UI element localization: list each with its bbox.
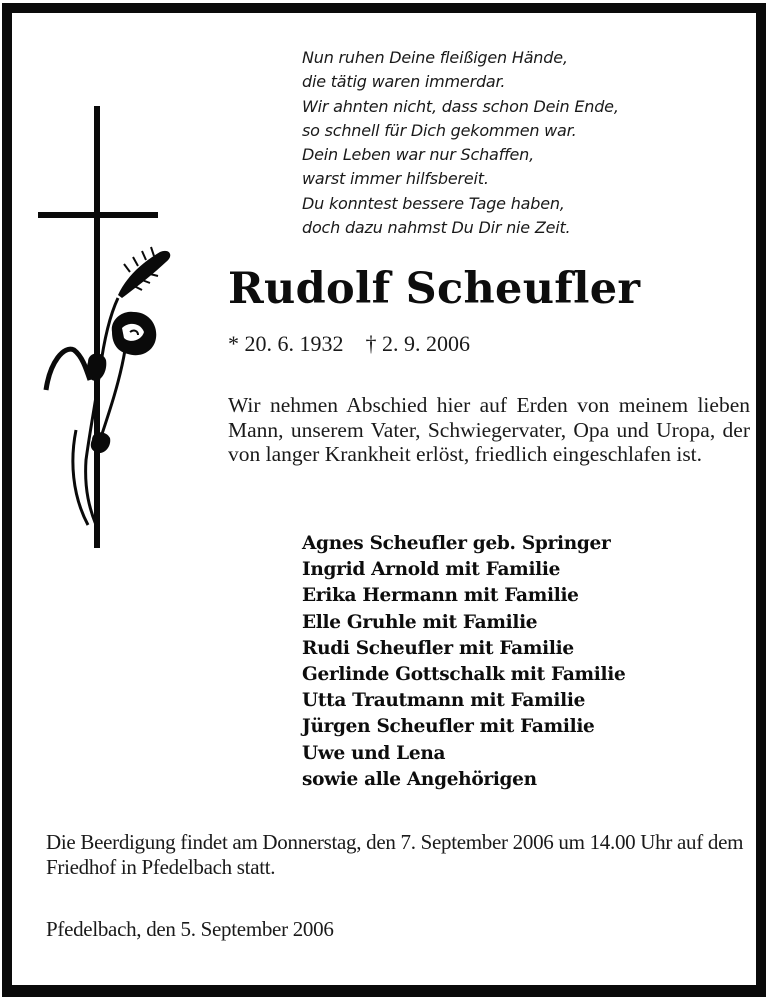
mourner-entry: Jürgen Scheufler mit Familie	[302, 716, 595, 738]
mourner-entry: Ingrid Arnold mit Familie	[302, 559, 561, 581]
mourner-entry: Gerlinde Gottschalk mit Familie	[302, 664, 626, 686]
poem-line: Wir ahnten nicht, dass schon Dein Ende,	[302, 96, 619, 116]
poem-line: Du konntest bessere Tage haben,	[302, 193, 565, 213]
mourner-entry: Rudi Scheufler mit Familie	[302, 637, 574, 659]
mourner-entry: Erika Hermann mit Familie	[302, 585, 579, 607]
death-date: † 2. 9. 2006	[365, 331, 470, 356]
funeral-notice: Die Beerdigung findet am Donnerstag, den 7. September 2006 um 14.00 Uhr auf dem Friedhof in Pfedelbach statt.	[46, 830, 744, 879]
cross-with-rose-and-wheat-icon	[30, 100, 180, 555]
poem-line: Nun ruhen Deine fleißigen Hände,	[302, 48, 568, 67]
memorial-poem	[302, 46, 619, 240]
poem-line: die tätig waren immerdar.	[302, 72, 506, 92]
life-dates	[228, 331, 470, 357]
deceased-name: Rudolf Scheufler	[228, 264, 641, 314]
mourner-entry: Utta Trautmann mit Familie	[302, 690, 586, 712]
poem-line: Dein Leben war nur Schaffen,	[302, 145, 534, 165]
poem-line: so schnell für Dich gekommen war.	[302, 120, 577, 140]
farewell-text: Wir nehmen Abschied hier auf Erden von meinem lieben Mann, unserem Vater, Schwiegervater, Opa und Uropa, der von langer Krankheit erlöst, friedlich eingeschlafen ist.	[228, 393, 750, 466]
mourner-entry: sowie alle Angehörigen	[302, 768, 537, 790]
mourner-entry: Uwe und Lena	[302, 742, 446, 764]
mourners-list	[302, 531, 625, 793]
poem-line: doch dazu nahmst Du Dir nie Zeit.	[302, 218, 571, 238]
place-and-date: Pfedelbach, den 5. September 2006	[46, 917, 334, 941]
birth-date: * 20. 6. 1932	[228, 331, 344, 356]
mourner-entry: Agnes Scheufler geb. Springer	[302, 533, 611, 554]
poem-line: warst immer hilfsbereit.	[302, 169, 489, 189]
mourner-entry: Elle Gruhle mit Familie	[302, 611, 538, 633]
